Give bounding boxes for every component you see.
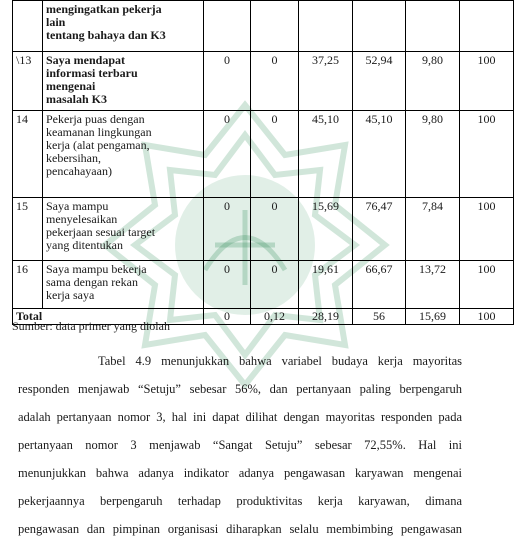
statement-cell xyxy=(43,261,204,309)
value-cell: 9,80 xyxy=(406,111,460,198)
total-cell xyxy=(460,1,514,52)
value-cell: 7,84 xyxy=(406,198,460,261)
statement-line: kerja saya xyxy=(46,288,95,302)
value-cell: 0 xyxy=(251,52,299,111)
value-cell: 45,10 xyxy=(299,111,353,198)
paragraph-line: Tabel 4.9 menunjukkan bahwa variabel budaya kerja mayoritas xyxy=(98,354,462,368)
statement-line: mengenai xyxy=(46,79,96,93)
value-cell: 45,10 xyxy=(353,111,406,198)
table-row xyxy=(13,111,514,198)
row-number xyxy=(13,1,43,52)
statement-line: Saya mampu bekerja xyxy=(46,262,147,276)
paragraph-line: menunjukkan bahwa adanya indikator adanya pengawasan karyawan mengenai xyxy=(18,466,462,480)
value-cell: 15,69 xyxy=(299,198,353,261)
value-cell: 13,72 xyxy=(406,261,460,309)
statement-line: kebersihan, xyxy=(46,151,101,165)
value-cell: 0 xyxy=(251,111,299,198)
row-number: 15 xyxy=(13,198,43,261)
statement-cell xyxy=(43,52,204,111)
value-cell: 0 xyxy=(204,111,251,198)
value-cell: 15,69 xyxy=(406,309,460,325)
paragraph-line: adalah pertanyaan nomor 3, hal ini dapat dilihat dengan mayoritas responden pada xyxy=(18,410,462,424)
statement-line: lain xyxy=(46,15,66,29)
statement-line: pekerjaan sesuai target xyxy=(46,225,156,239)
statement-line: Pekerja puas dengan xyxy=(46,112,145,126)
statement-line: kerja (alat pengaman, xyxy=(46,138,150,152)
statement-line: mengingatkan pekerja xyxy=(46,2,162,16)
total-cell: 100 xyxy=(460,198,514,261)
row-number: 16 xyxy=(13,261,43,309)
value-cell: 0 xyxy=(204,261,251,309)
value-cell: 0 xyxy=(204,52,251,111)
paragraph-line: pekerjaannya berpengaruh terhadap produktivitas kerja karyawan, dimana xyxy=(18,494,462,508)
value-cell: 0 xyxy=(251,198,299,261)
statement-line: masalah K3 xyxy=(46,92,108,106)
statement-cell xyxy=(43,111,204,198)
table-row xyxy=(13,261,514,309)
total-cell: 100 xyxy=(460,309,514,325)
row-number: \13 xyxy=(13,52,43,111)
paragraph-line: pengawasan dan pimpinan organisasi diharapkan selalu membimbing pengawasan xyxy=(18,522,462,536)
value-cell: 66,67 xyxy=(353,261,406,309)
value-cell: 9,80 xyxy=(406,52,460,111)
total-cell: 100 xyxy=(460,52,514,111)
statement-line: sama dengan rekan xyxy=(46,275,138,289)
statement-line: informasi terbaru xyxy=(46,66,138,80)
statement-cell xyxy=(43,198,204,261)
value-cell: 0,12 xyxy=(251,309,299,325)
value-cell xyxy=(299,1,353,52)
value-cell xyxy=(204,1,251,52)
analysis-paragraph xyxy=(18,347,462,543)
value-cell: 0 xyxy=(251,261,299,309)
statement-line: Saya mampu xyxy=(46,199,109,213)
value-cell xyxy=(353,1,406,52)
value-cell: 28,19 xyxy=(299,309,353,325)
paragraph-line: pertanyaan nomor 3 menjawab “Sangat Setuju” sebesar 72,55%. Hal ini xyxy=(18,438,462,452)
paragraph-line: responden menjawab “Setuju” sebesar 56%, dan pertanyaan paling berpengaruh xyxy=(18,382,462,396)
statement-line: menyelesaikan xyxy=(46,212,118,226)
value-cell: 0 xyxy=(204,309,251,325)
value-cell: 76,47 xyxy=(353,198,406,261)
value-cell: 56 xyxy=(353,309,406,325)
total-label: Total xyxy=(13,309,204,325)
statement-line: Saya mendapat xyxy=(46,53,126,67)
table-row xyxy=(13,198,514,261)
survey-results-table xyxy=(12,0,514,325)
statement-line: yang ditentukan xyxy=(46,238,123,252)
value-cell: 37,25 xyxy=(299,52,353,111)
statement-line: keamanan lingkungan xyxy=(46,125,152,139)
value-cell xyxy=(406,1,460,52)
row-number: 14 xyxy=(13,111,43,198)
value-cell: 52,94 xyxy=(353,52,406,111)
value-cell: 19,61 xyxy=(299,261,353,309)
value-cell xyxy=(251,1,299,52)
table-row xyxy=(13,1,514,52)
statement-line: pencahayaan) xyxy=(46,164,112,178)
total-cell: 100 xyxy=(460,111,514,198)
statement-line: tentang bahaya dan K3 xyxy=(46,28,166,42)
table-source-note: Sumber: data primer yang diolah xyxy=(12,319,170,333)
table-row xyxy=(13,52,514,111)
value-cell: 0 xyxy=(204,198,251,261)
statement-cell xyxy=(43,1,204,52)
total-cell: 100 xyxy=(460,261,514,309)
